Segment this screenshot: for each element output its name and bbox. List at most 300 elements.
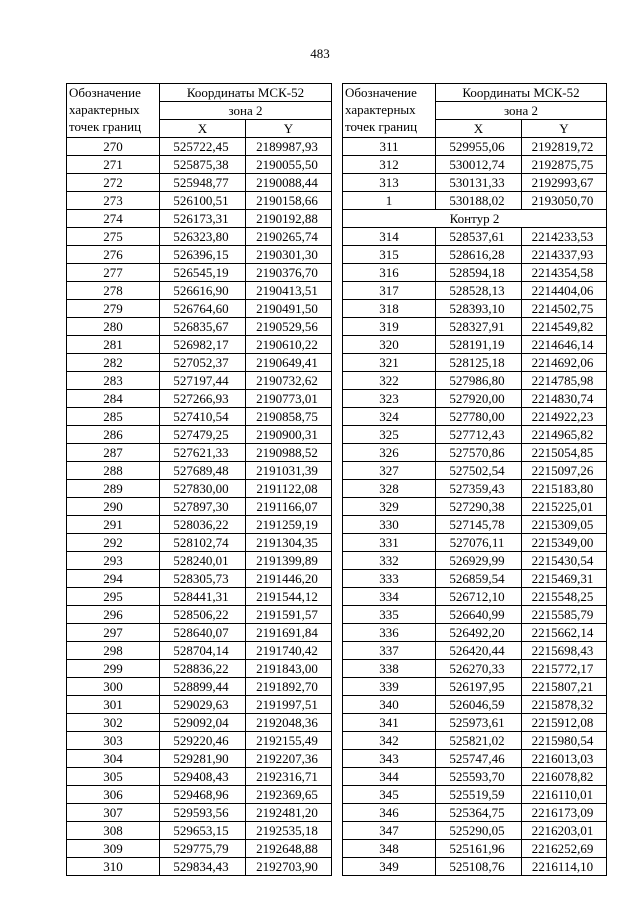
table-row: [67, 228, 332, 246]
point-number: 312: [343, 156, 436, 174]
point-number: 324: [343, 408, 436, 426]
coord-x: 526396,15: [160, 246, 246, 264]
table-row: [343, 444, 607, 462]
point-number: 340: [343, 696, 436, 714]
coordinates-table-right: [342, 83, 607, 876]
coord-y: 2191166,07: [246, 498, 332, 516]
point-number: 284: [67, 390, 160, 408]
point-number: 331: [343, 534, 436, 552]
coord-x: 526100,51: [160, 192, 246, 210]
table-row: [67, 858, 332, 876]
point-number: 283: [67, 372, 160, 390]
table-row: [67, 498, 332, 516]
point-number: 271: [67, 156, 160, 174]
point-number: 301: [67, 696, 160, 714]
coord-x: 529092,04: [160, 714, 246, 732]
point-number: 270: [67, 138, 160, 156]
coord-y: 2190773,01: [246, 390, 332, 408]
point-number: 290: [67, 498, 160, 516]
table-row: [67, 390, 332, 408]
coord-x: 526764,60: [160, 300, 246, 318]
point-number: 329: [343, 498, 436, 516]
point-number: 274: [67, 210, 160, 228]
coord-y: 2214354,58: [522, 264, 607, 282]
coord-x: 529029,63: [160, 696, 246, 714]
coord-y: 2189987,93: [246, 138, 332, 156]
point-number: 275: [67, 228, 160, 246]
table-row: [343, 174, 607, 192]
coord-y: 2190192,88: [246, 210, 332, 228]
table-row: [67, 840, 332, 858]
coord-y: 2192875,75: [522, 156, 607, 174]
coord-x: 528506,22: [160, 606, 246, 624]
coord-x: 527570,86: [436, 444, 522, 462]
coord-x: 528240,01: [160, 552, 246, 570]
table-row: [67, 408, 332, 426]
point-number: 315: [343, 246, 436, 264]
point-number: 311: [343, 138, 436, 156]
coord-y: 2191446,20: [246, 570, 332, 588]
table-row: [343, 318, 607, 336]
coord-x: 525875,38: [160, 156, 246, 174]
coord-y: 2214692,06: [522, 354, 607, 372]
coord-x: 528616,28: [436, 246, 522, 264]
coord-y: 2214965,82: [522, 426, 607, 444]
coord-x: 525161,96: [436, 840, 522, 858]
coord-x: 525948,77: [160, 174, 246, 192]
point-number: 304: [67, 750, 160, 768]
coord-y: 2191399,89: [246, 552, 332, 570]
coord-x: 528102,74: [160, 534, 246, 552]
table-row: [67, 480, 332, 498]
table-row: [343, 354, 607, 372]
coord-y: 2190088,44: [246, 174, 332, 192]
coord-x: 526712,10: [436, 588, 522, 606]
table-row: [343, 480, 607, 498]
coord-x: 527145,78: [436, 516, 522, 534]
coord-x: 526046,59: [436, 696, 522, 714]
table-row: [67, 786, 332, 804]
coord-x: 528836,22: [160, 660, 246, 678]
point-number: 318: [343, 300, 436, 318]
coord-x: 526323,80: [160, 228, 246, 246]
table-row: [343, 696, 607, 714]
coord-y: 2190413,51: [246, 282, 332, 300]
coord-y: 2214549,82: [522, 318, 607, 336]
coord-x: 528899,44: [160, 678, 246, 696]
table-row: [343, 552, 607, 570]
coordinates-table-left: [66, 83, 332, 876]
coord-x: 528191,19: [436, 336, 522, 354]
point-number: 326: [343, 444, 436, 462]
point-number: 349: [343, 858, 436, 876]
coord-y: 2215183,80: [522, 480, 607, 498]
coord-x: 526835,67: [160, 318, 246, 336]
table-row: [67, 696, 332, 714]
coord-x: 527266,93: [160, 390, 246, 408]
table-row: [67, 318, 332, 336]
point-number: 294: [67, 570, 160, 588]
coord-x: 527359,43: [436, 480, 522, 498]
page-number: 483: [310, 46, 330, 61]
coord-y: 2215878,32: [522, 696, 607, 714]
point-number: 303: [67, 732, 160, 750]
coord-x: 526197,95: [436, 678, 522, 696]
coord-y: 2192207,36: [246, 750, 332, 768]
coord-y: 2215912,08: [522, 714, 607, 732]
table-row: [343, 840, 607, 858]
coord-x: 527689,48: [160, 462, 246, 480]
coord-y: 2216114,10: [522, 858, 607, 876]
coord-y: 2190900,31: [246, 426, 332, 444]
point-number: 319: [343, 318, 436, 336]
coord-y: 2190858,75: [246, 408, 332, 426]
table-row: [343, 606, 607, 624]
coord-x: 529593,56: [160, 804, 246, 822]
coord-y: 2215772,17: [522, 660, 607, 678]
header-coords-title: Координаты МСК-52: [160, 84, 332, 102]
coord-y: 2192155,49: [246, 732, 332, 750]
table-row: [343, 246, 607, 264]
point-number: 272: [67, 174, 160, 192]
point-number: 320: [343, 336, 436, 354]
header-label-line: характерных: [345, 102, 416, 117]
coord-y: 2190301,30: [246, 246, 332, 264]
coord-x: 528537,61: [436, 228, 522, 246]
coord-x: 527920,00: [436, 390, 522, 408]
point-number: 297: [67, 624, 160, 642]
point-number: 348: [343, 840, 436, 858]
left-table-body: [67, 138, 332, 876]
coord-y: 2215980,54: [522, 732, 607, 750]
coord-x: 527076,11: [436, 534, 522, 552]
coord-y: 2216013,03: [522, 750, 607, 768]
point-number: 299: [67, 660, 160, 678]
coord-y: 2216252,69: [522, 840, 607, 858]
coord-x: 526545,19: [160, 264, 246, 282]
table-row: [343, 822, 607, 840]
table-row: [343, 858, 607, 876]
coord-y: 2190376,70: [246, 264, 332, 282]
coord-x: 527502,54: [436, 462, 522, 480]
coord-y: 2215807,21: [522, 678, 607, 696]
coord-x: 529468,96: [160, 786, 246, 804]
point-number: 286: [67, 426, 160, 444]
table-row: [343, 642, 607, 660]
header-col-x: X: [436, 120, 522, 138]
coord-y: 2192481,20: [246, 804, 332, 822]
point-number: 343: [343, 750, 436, 768]
coord-y: 2190649,41: [246, 354, 332, 372]
table-row: [343, 732, 607, 750]
table-row: [67, 660, 332, 678]
table-row: [343, 768, 607, 786]
table-row: [67, 462, 332, 480]
coord-x: 526420,44: [436, 642, 522, 660]
table-row: [343, 192, 607, 210]
point-number: 328: [343, 480, 436, 498]
coord-x: 526492,20: [436, 624, 522, 642]
coord-x: 525593,70: [436, 768, 522, 786]
coord-x: 529834,43: [160, 858, 246, 876]
coord-y: 2191259,19: [246, 516, 332, 534]
coord-x: 525519,59: [436, 786, 522, 804]
coord-x: 527197,44: [160, 372, 246, 390]
coord-x: 528640,07: [160, 624, 246, 642]
header-coords-title: Координаты МСК-52: [436, 84, 607, 102]
header-col-y: Y: [522, 120, 607, 138]
point-number: 322: [343, 372, 436, 390]
header-col-x: X: [160, 120, 246, 138]
coord-y: 2215054,85: [522, 444, 607, 462]
point-number: 342: [343, 732, 436, 750]
point-number: 345: [343, 786, 436, 804]
table-row: [67, 336, 332, 354]
table-row: [67, 210, 332, 228]
point-number: 327: [343, 462, 436, 480]
header-col-y: Y: [246, 120, 332, 138]
coord-y: 2191997,51: [246, 696, 332, 714]
point-number: 309: [67, 840, 160, 858]
point-number: 332: [343, 552, 436, 570]
point-number: 287: [67, 444, 160, 462]
contour-row-group: [343, 210, 607, 228]
table-row: [67, 750, 332, 768]
contour-label: Контур 2: [343, 210, 607, 228]
coord-y: 2214922,23: [522, 408, 607, 426]
point-number: 337: [343, 642, 436, 660]
point-number: 339: [343, 678, 436, 696]
header-label-line: Обозначение: [69, 85, 141, 100]
coord-x: 528327,91: [436, 318, 522, 336]
table-row: [343, 156, 607, 174]
coord-y: 2214646,14: [522, 336, 607, 354]
coord-y: 2190491,50: [246, 300, 332, 318]
coord-x: 529775,79: [160, 840, 246, 858]
coord-x: 528036,22: [160, 516, 246, 534]
coord-x: 526929,99: [436, 552, 522, 570]
point-number: 338: [343, 660, 436, 678]
point-number: 277: [67, 264, 160, 282]
coord-y: 2192703,90: [246, 858, 332, 876]
table-row: [343, 300, 607, 318]
header-label-line: точек границ: [345, 119, 418, 134]
table-row: [343, 786, 607, 804]
coord-x: 526859,54: [436, 570, 522, 588]
point-number: 313: [343, 174, 436, 192]
table-row: [343, 372, 607, 390]
coord-x: 526982,17: [160, 336, 246, 354]
coord-x: 526616,90: [160, 282, 246, 300]
coord-y: 2191031,39: [246, 462, 332, 480]
point-number: 346: [343, 804, 436, 822]
coord-y: 2190055,50: [246, 156, 332, 174]
point-number: 333: [343, 570, 436, 588]
coord-x: 528125,18: [436, 354, 522, 372]
table-row: [67, 282, 332, 300]
point-number: 347: [343, 822, 436, 840]
coord-y: 2192316,71: [246, 768, 332, 786]
coord-y: 2190158,66: [246, 192, 332, 210]
table-row: [67, 156, 332, 174]
table-row: [343, 624, 607, 642]
table-row: [67, 138, 332, 156]
point-number: 336: [343, 624, 436, 642]
point-number: 300: [67, 678, 160, 696]
coord-y: 2215309,05: [522, 516, 607, 534]
table-row: [67, 426, 332, 444]
point-number: 341: [343, 714, 436, 732]
coord-y: 2216078,82: [522, 768, 607, 786]
coord-x: 529408,43: [160, 768, 246, 786]
table-row: [67, 804, 332, 822]
coord-y: 2190988,52: [246, 444, 332, 462]
point-number: 344: [343, 768, 436, 786]
table-row: [343, 534, 607, 552]
coord-y: 2215585,79: [522, 606, 607, 624]
coord-y: 2191304,35: [246, 534, 332, 552]
table-row: [343, 588, 607, 606]
table-row: [67, 678, 332, 696]
coord-y: 2191843,00: [246, 660, 332, 678]
coord-y: 2192648,88: [246, 840, 332, 858]
right-table-body-bottom: [343, 228, 607, 876]
point-number: 276: [67, 246, 160, 264]
point-number: 317: [343, 282, 436, 300]
point-number: 302: [67, 714, 160, 732]
coord-x: 530188,02: [436, 192, 522, 210]
table-row: [67, 732, 332, 750]
table-row: [343, 660, 607, 678]
header-label-line: точек границ: [69, 119, 142, 134]
table-row: [67, 624, 332, 642]
coord-y: 2191740,42: [246, 642, 332, 660]
coord-y: 2191591,57: [246, 606, 332, 624]
coord-x: 527479,25: [160, 426, 246, 444]
table-row: [343, 804, 607, 822]
coord-x: 528704,14: [160, 642, 246, 660]
header-label-line: Обозначение: [345, 85, 417, 100]
contour-row: [343, 210, 607, 228]
coord-y: 2192535,18: [246, 822, 332, 840]
coord-y: 2215225,01: [522, 498, 607, 516]
coord-y: 2192369,65: [246, 786, 332, 804]
coord-x: 526173,31: [160, 210, 246, 228]
table-row: [343, 570, 607, 588]
coord-x: 527780,00: [436, 408, 522, 426]
point-number: 310: [67, 858, 160, 876]
point-number: 316: [343, 264, 436, 282]
point-number: 335: [343, 606, 436, 624]
coord-x: 527712,43: [436, 426, 522, 444]
coord-y: 2214233,53: [522, 228, 607, 246]
point-number: 325: [343, 426, 436, 444]
point-number: 308: [67, 822, 160, 840]
header-zone: зона 2: [160, 102, 332, 120]
table-row: [343, 282, 607, 300]
table-row: [67, 516, 332, 534]
coord-x: 529281,90: [160, 750, 246, 768]
coord-x: 525722,45: [160, 138, 246, 156]
coord-y: 2215349,00: [522, 534, 607, 552]
table-row: [67, 606, 332, 624]
point-number: 321: [343, 354, 436, 372]
table-row: [343, 516, 607, 534]
table-row: [67, 174, 332, 192]
point-number: 314: [343, 228, 436, 246]
header-point-label: [343, 84, 436, 138]
point-number: 288: [67, 462, 160, 480]
coord-y: 2192048,36: [246, 714, 332, 732]
coord-y: 2216203,01: [522, 822, 607, 840]
coord-y: 2215698,43: [522, 642, 607, 660]
coord-x: 526640,99: [436, 606, 522, 624]
point-number: 291: [67, 516, 160, 534]
table-row: [67, 534, 332, 552]
point-number: 278: [67, 282, 160, 300]
coord-y: 2215430,54: [522, 552, 607, 570]
coord-x: 525973,61: [436, 714, 522, 732]
point-number: 281: [67, 336, 160, 354]
coord-x: 529653,15: [160, 822, 246, 840]
table-row: [343, 336, 607, 354]
coord-y: 2191544,12: [246, 588, 332, 606]
point-number: 293: [67, 552, 160, 570]
coord-x: 528441,31: [160, 588, 246, 606]
coord-x: 525821,02: [436, 732, 522, 750]
coord-y: 2214502,75: [522, 300, 607, 318]
table-row: [343, 462, 607, 480]
point-number: 282: [67, 354, 160, 372]
point-number: 292: [67, 534, 160, 552]
table-row: [343, 426, 607, 444]
table-row: [343, 390, 607, 408]
coord-y: 2193050,70: [522, 192, 607, 210]
point-number: 279: [67, 300, 160, 318]
coord-y: 2214830,74: [522, 390, 607, 408]
coord-y: 2191122,08: [246, 480, 332, 498]
table-row: [67, 714, 332, 732]
coord-y: 2190529,56: [246, 318, 332, 336]
point-number: 289: [67, 480, 160, 498]
table-row: [67, 822, 332, 840]
coord-y: 2191892,70: [246, 678, 332, 696]
coord-x: 525108,76: [436, 858, 522, 876]
coord-x: 528594,18: [436, 264, 522, 282]
coord-x: 525290,05: [436, 822, 522, 840]
point-number: 1: [343, 192, 436, 210]
coord-x: 527621,33: [160, 444, 246, 462]
table-row: [67, 372, 332, 390]
table-row: [343, 750, 607, 768]
coord-y: 2215662,14: [522, 624, 607, 642]
table-row: [343, 498, 607, 516]
header-zone: зона 2: [436, 102, 607, 120]
coord-x: 527830,00: [160, 480, 246, 498]
point-number: 307: [67, 804, 160, 822]
right-table-body-top: [343, 138, 607, 210]
coord-x: 527052,37: [160, 354, 246, 372]
coord-y: 2192993,67: [522, 174, 607, 192]
table-row: [343, 678, 607, 696]
coord-y: 2216173,09: [522, 804, 607, 822]
point-number: 305: [67, 768, 160, 786]
coord-x: 527410,54: [160, 408, 246, 426]
table-row: [343, 408, 607, 426]
header-point-label: [67, 84, 160, 138]
point-number: 306: [67, 786, 160, 804]
point-number: 280: [67, 318, 160, 336]
